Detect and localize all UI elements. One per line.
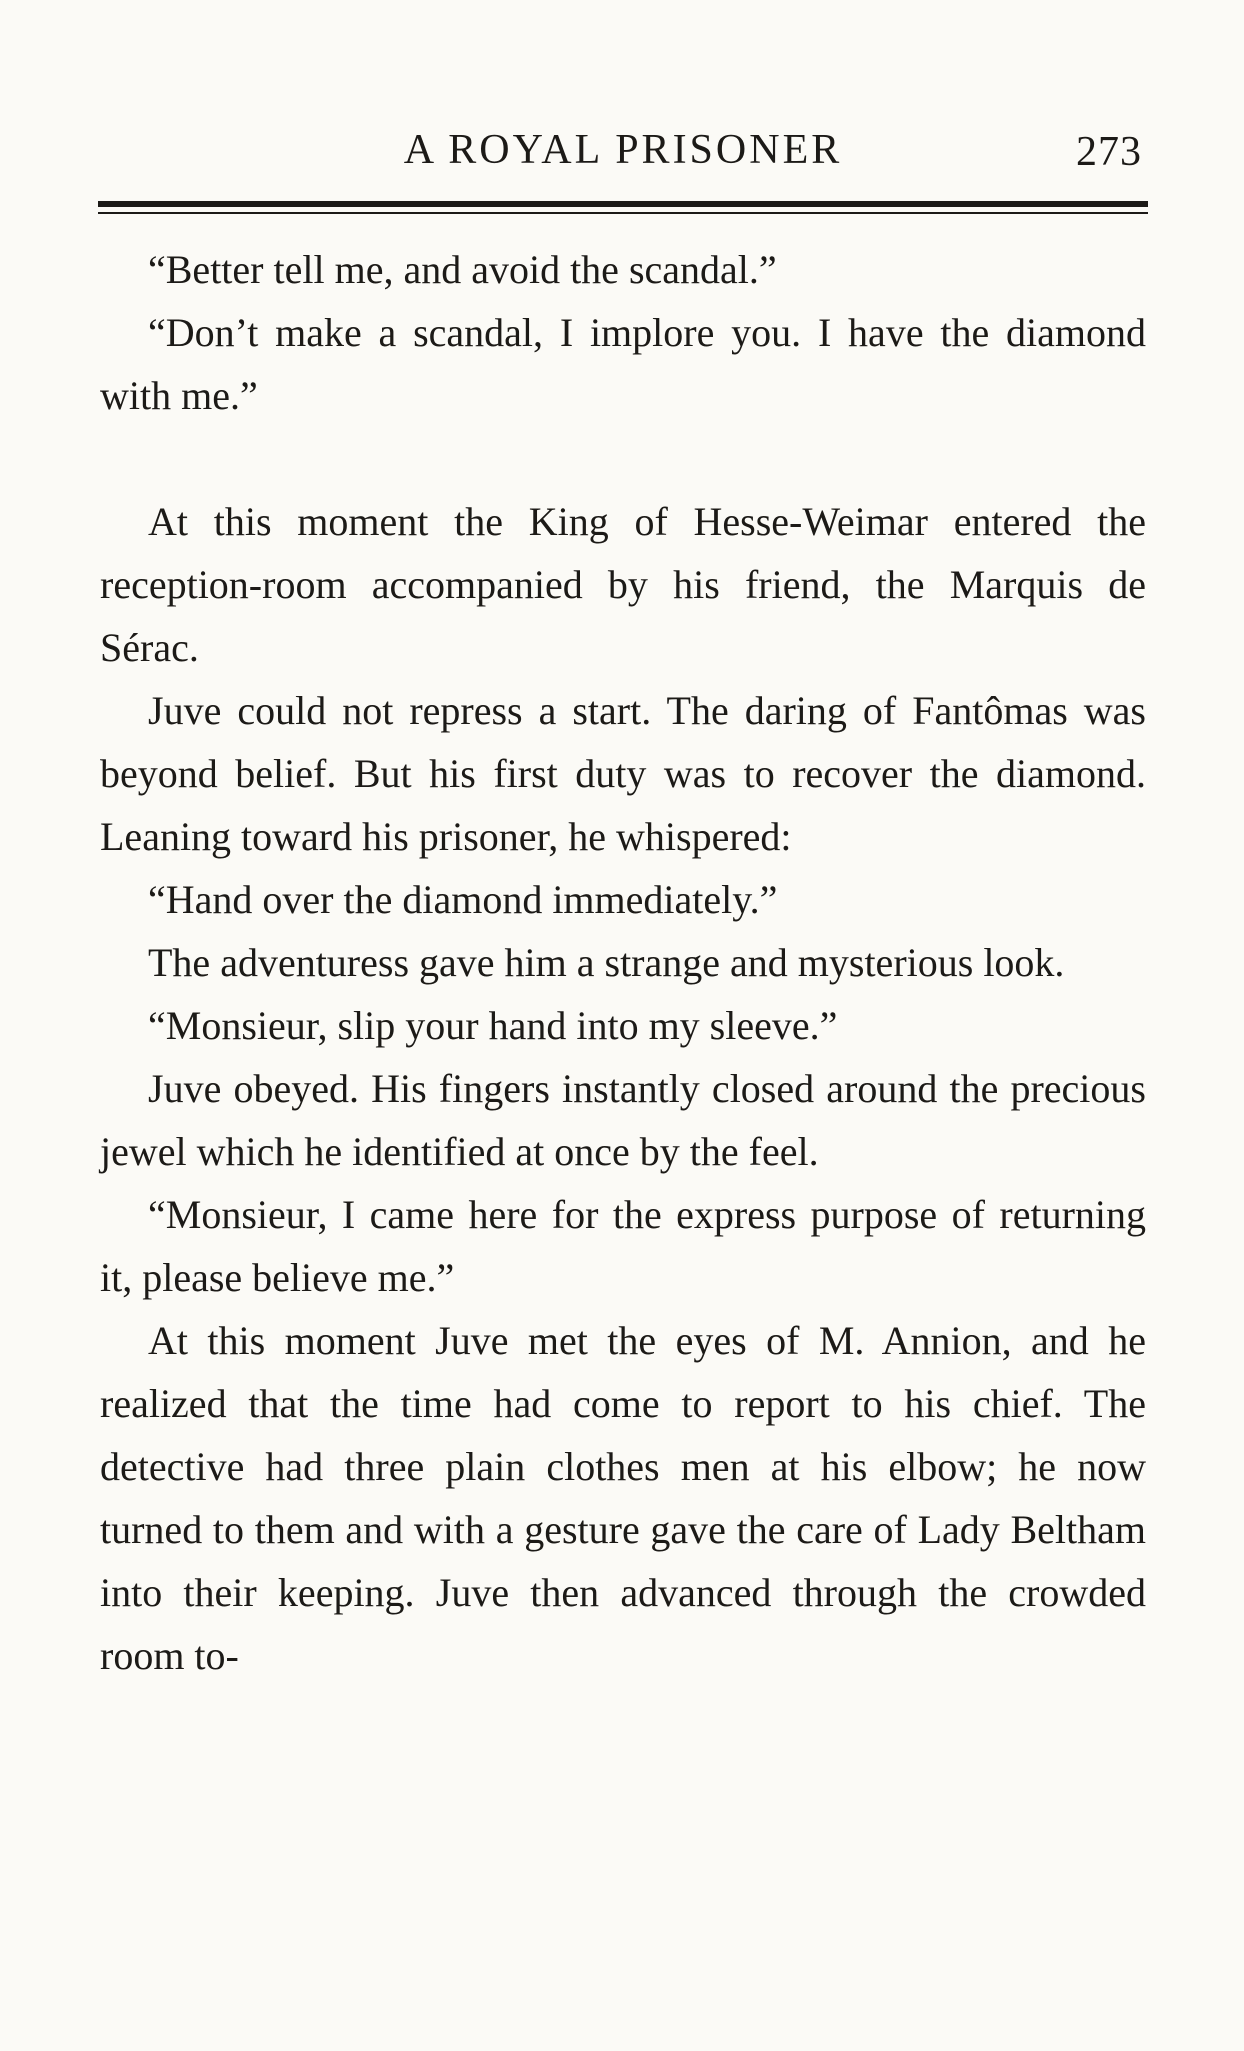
paragraph: “Don’t make a scandal, I implore you. I have the diamond with me.” <box>100 310 1146 418</box>
paragraph: The adventuress gave him a strange and mysterious look. <box>148 940 1065 985</box>
running-head <box>98 120 1148 180</box>
page-number: 273 <box>1076 129 1142 175</box>
paragraph: Juve obeyed. His fingers instantly closed around the precious jewel which he identified at once by the feel. <box>100 1066 1146 1174</box>
header-rule-thin <box>98 212 1148 214</box>
paragraph: “Monsieur, I came here for the express purpose of returning it, please believe me.” <box>100 1192 1146 1300</box>
body-text <box>100 238 1146 1687</box>
paragraph: Juve could not repress a start. The daring of Fantômas was beyond belief. But his first duty was to recover the diamond. Leaning toward his prisoner, he whispered: <box>100 688 1146 859</box>
running-title: A ROYAL PRISONER <box>403 127 843 173</box>
header-rule-thick <box>98 201 1148 207</box>
paragraph: “Hand over the diamond immediately.” <box>148 877 778 922</box>
paragraph: At this moment the King of Hesse-Weimar entered the reception-room accompanied by his friend, the Marquis de Sérac. <box>100 499 1146 670</box>
paragraph: At this moment Juve met the eyes of M. Annion, and he realized that the time had come to report to his chief. The detective had three plain clothes men at his elbow; he now turned to them and with a gesture gave the care of Lady Beltham into their keeping. Juve then advanced through the crowded room to- <box>100 1318 1146 1678</box>
paragraph: “Better tell me, and avoid the scandal.” <box>148 247 777 292</box>
paragraph: “Monsieur, slip your hand into my sleeve.” <box>148 1003 838 1048</box>
